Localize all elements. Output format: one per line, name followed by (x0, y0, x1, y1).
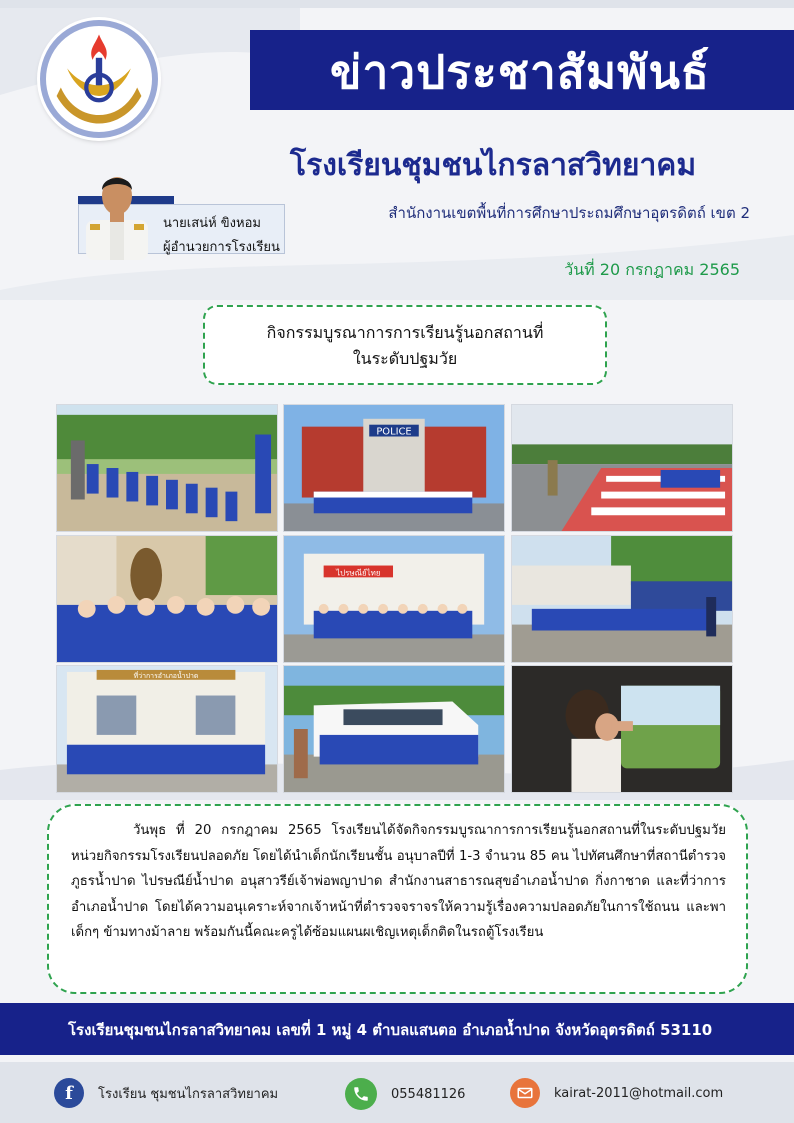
school-logo (40, 20, 158, 138)
footer-address-bar (0, 1003, 794, 1055)
phone-icon[interactable] (345, 1078, 377, 1110)
photo-post-office (283, 535, 505, 663)
director-name: นายเสน่ห์ ขิงหอม (163, 216, 261, 231)
director-role: ผู้อำนวยการโรงเรียน (163, 240, 280, 255)
phone-contact[interactable] (345, 1078, 465, 1110)
facebook-contact[interactable] (54, 1078, 278, 1108)
headline-line-1: กิจกรรมบูรณาการการเรียนรู้นอกสถานที่ (266, 323, 544, 342)
facebook-icon[interactable]: f (54, 1078, 84, 1108)
office-name: สำนักงานเขตพื้นที่การศึกษาประถมศึกษาอุตรดิตถ์ เขต 2 (388, 204, 750, 222)
photo-zebra-crossing (511, 404, 733, 532)
email-address[interactable]: kairat-2011@hotmail.com (554, 1085, 724, 1101)
page-title: ข่าวประชาสัมพันธ์ (330, 45, 711, 99)
headline-line-2: ในระดับปฐมวัย (352, 349, 458, 368)
photo-health-office (511, 535, 733, 663)
email-contact[interactable] (510, 1078, 723, 1108)
police-sign-text: POLICE (376, 426, 412, 438)
email-icon[interactable] (510, 1078, 540, 1108)
director-photo (80, 160, 154, 260)
phone-number[interactable]: 055481126 (391, 1086, 466, 1102)
facebook-name[interactable]: โรงเรียน ชุมชนไกรลาสวิทยาคม (98, 1086, 279, 1102)
post-office-sign-text: ไปรษณีย์ไทย (336, 568, 381, 578)
article-body (47, 804, 748, 994)
school-name: โรงเรียนชุมชนไกรลาสวิทยาคม (290, 148, 697, 183)
news-date: วันที่ 20 กรกฎาคม 2565 (564, 260, 740, 279)
photo-van-drill (511, 665, 733, 793)
school-address: โรงเรียนชุมชนไกรลาสวิทยาคม เลขที่ 1 หมู่ 4 ตำบลแสนตอ อำเภอน้ำปาด จังหวัดอุตรดิตถ์ 53110 (68, 1021, 713, 1039)
article-paragraph: วันพุธ ที่ 20 กรกฎาคม 2565 โรงเรียนได้จัดกิจกรรมบูรณาการการเรียนรู้นอกสถานที่ในระดับปฐมวัย หน่วยกิจกรรมโรงเรียนปลอดภัย โดยได้นำเด็กนักเรียนชั้น อนุบาลปีที่ 1-3 จำนวน 85 คน ไปทัศนศึกษาที่สถานีตำรวจภูธรน้ำปาด ไปรษณีย์น้ำปาด อนุสาวรีย์เจ้าพ่อพญาปาด สำนักงานสาธารณสุขอำเภอน้ำปาด กิ่งกาชาด และที่ว่าการอำเภอน้ำปาด โดยได้ความอนุเคราะห์จากเจ้าหน้าที่ตำรวจจราจรให้ความรู้เรื่องความปลอดภัยในการใช้ถนน และพาเด็กๆ ข้ามทางม้าลาย พร้อมกันนี้คณะครูได้ซ้อมแผนผเชิญเหตุเด็กติดในรถตู้โรงเรียน (71, 823, 726, 940)
photo-school-van (283, 665, 505, 793)
district-sign-text: ที่ว่าการอำเภอน้ำปาด (133, 671, 199, 680)
photo-police-station (283, 404, 505, 532)
photo-students-line (56, 404, 278, 532)
top-strip (0, 0, 794, 8)
school-emblem-icon (46, 26, 152, 132)
photo-monument (56, 535, 278, 663)
headline-box (203, 305, 607, 385)
photo-district-office (56, 665, 278, 793)
